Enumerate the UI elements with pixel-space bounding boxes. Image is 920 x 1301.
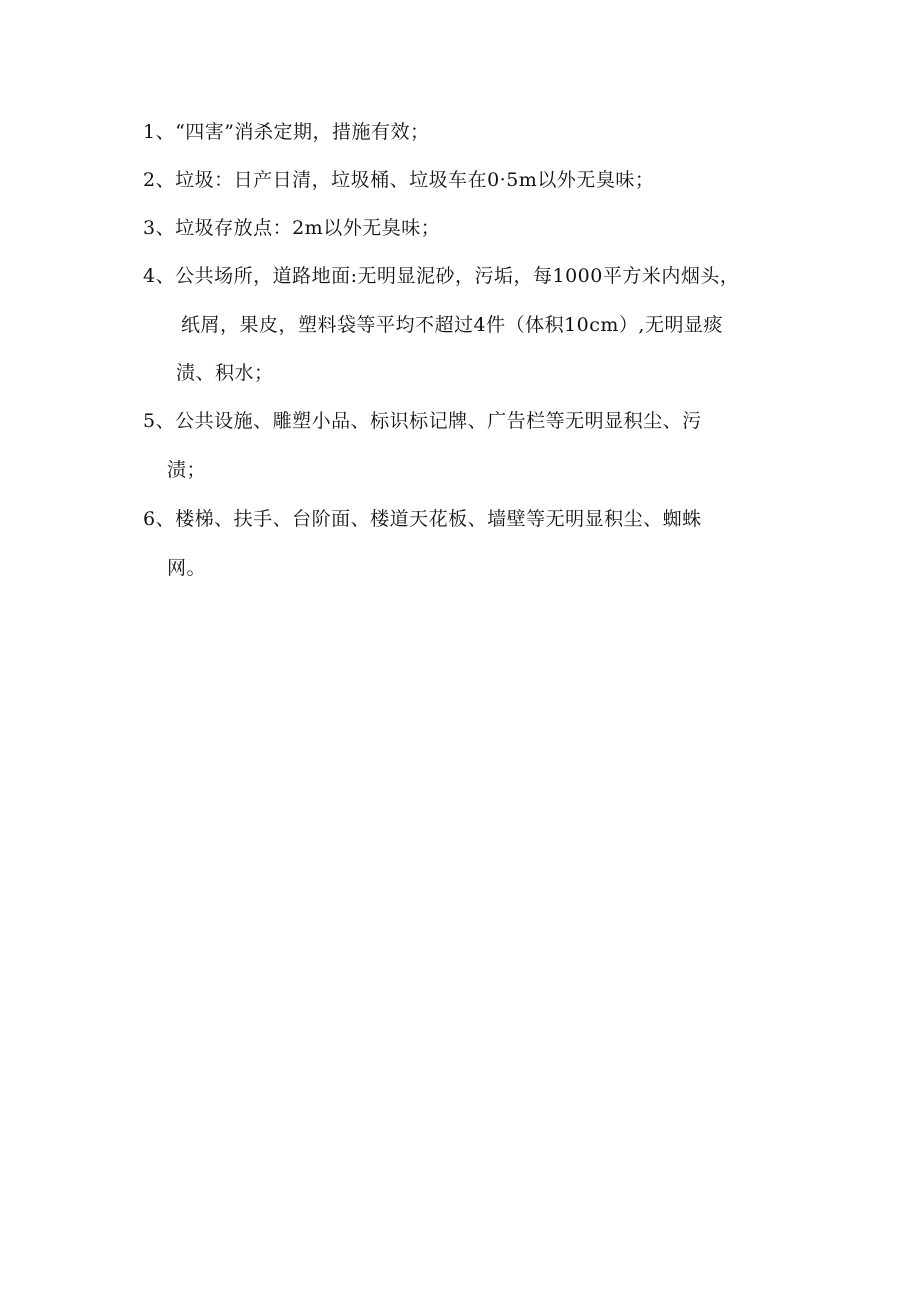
list-item-5-line-1: 5、公共设施、雕塑小品、标识标记牌、广告栏等无明显积尘、污 [143, 410, 702, 432]
list-item-3: 3、垃圾存放点：2m以外无臭味； [143, 217, 441, 239]
list-item-2: 2、垃圾：日产日清，垃圾桶、垃圾车在0·5m以外无臭味； [143, 169, 655, 191]
list-item-4-line-1: 4、公共场所，道路地面:无明显泥砂，污垢，每1000平方米内烟头， [143, 265, 740, 287]
list-item-5-line-2: 渍； [167, 459, 207, 481]
list-item-6-line-1: 6、楼梯、扶手、台阶面、楼道天花板、墙壁等无明显积尘、蜘蛛 [143, 508, 702, 530]
list-item-1: 1、“四害”消杀定期，措施有效； [143, 121, 430, 143]
list-item-4-line-2: 纸屑，果皮，塑料袋等平均不超过4件（体积10cm）,无明显痰 [181, 314, 723, 336]
list-item-6-line-2: 网。 [167, 557, 207, 579]
list-item-4-line-3: 渍、积水； [176, 362, 274, 384]
